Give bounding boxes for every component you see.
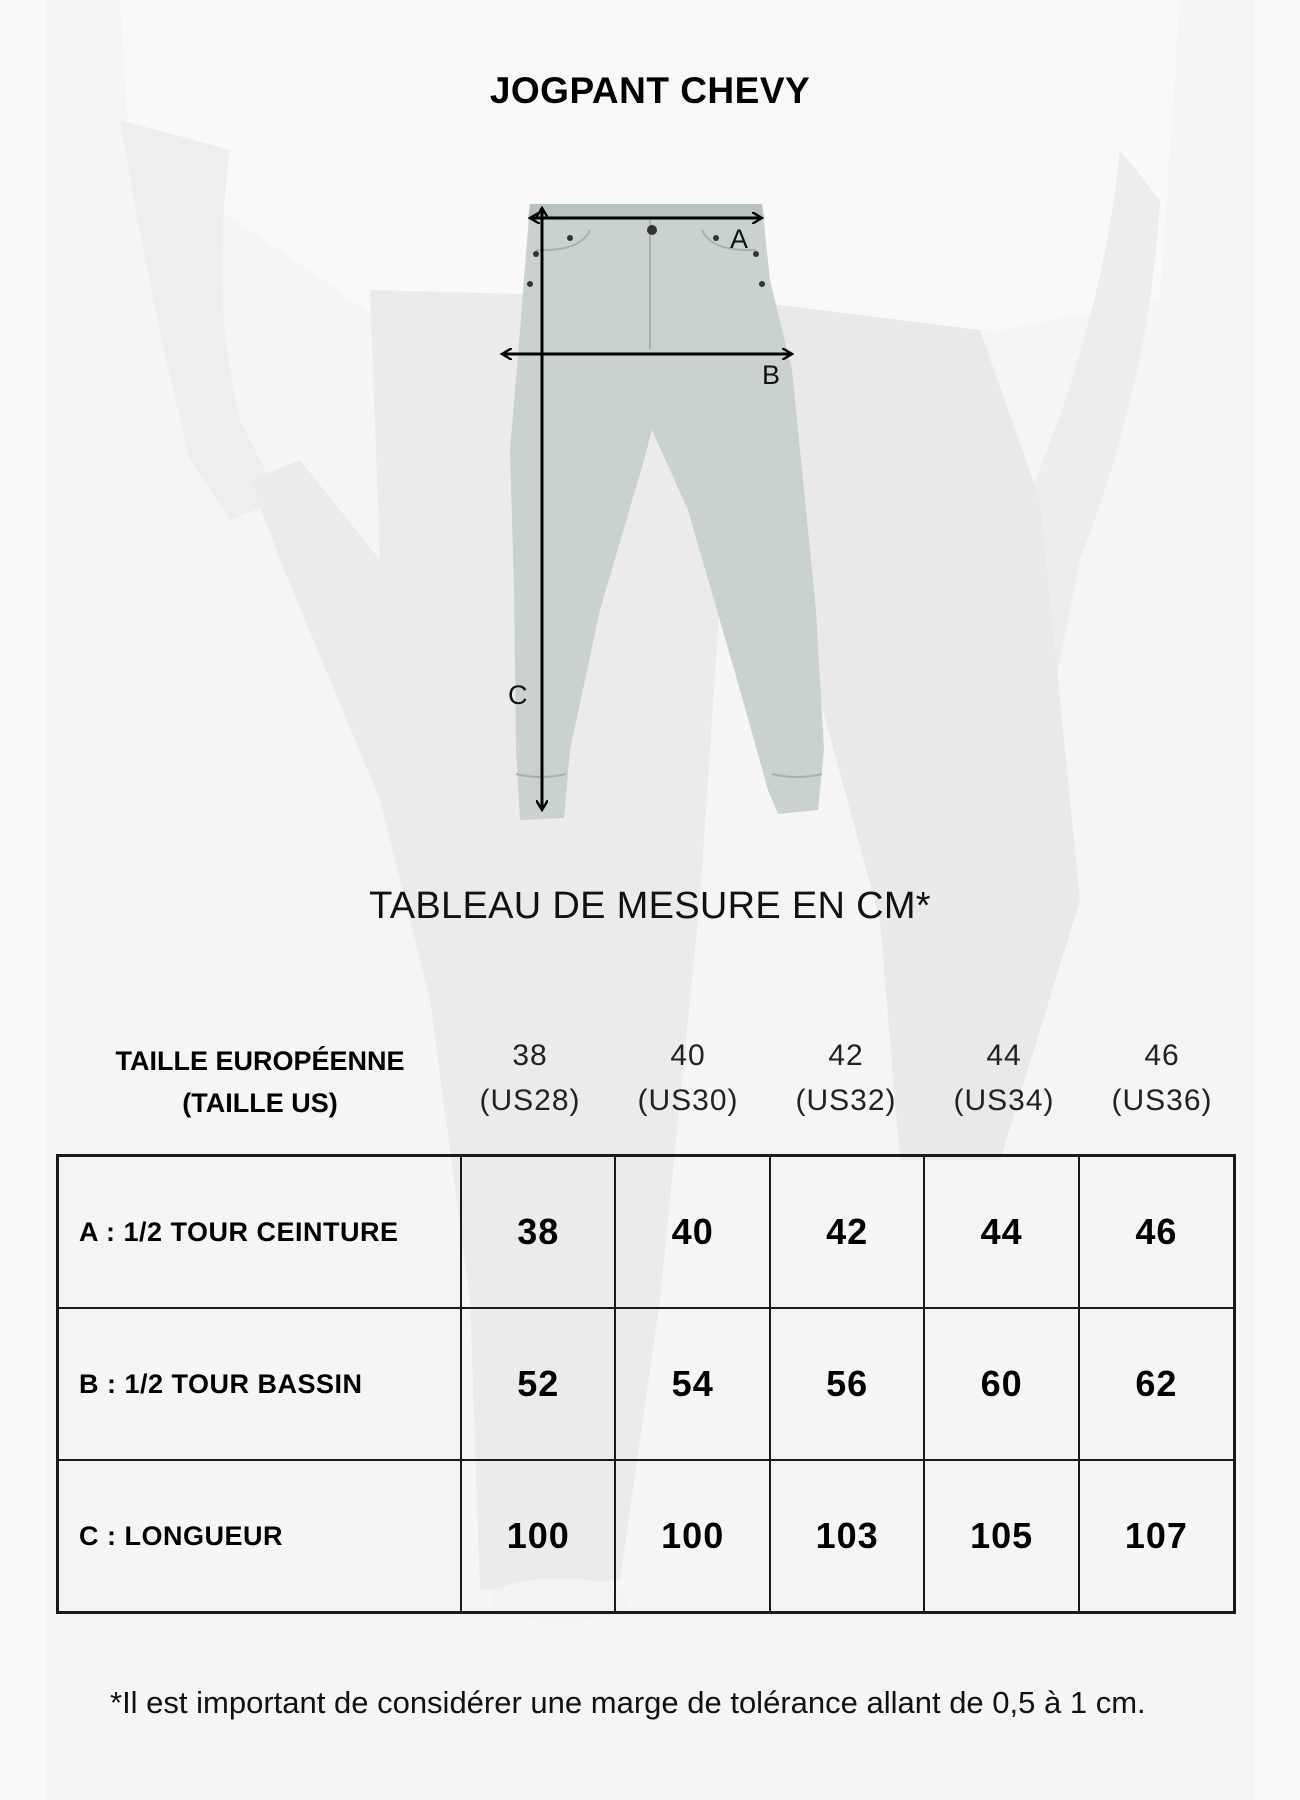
size-eu: 40	[670, 1039, 706, 1072]
product-title: JOGPANT CHEVY	[489, 70, 811, 111]
table-cell: 107	[1079, 1460, 1235, 1613]
label-c: C	[508, 680, 528, 710]
chart-subtitle: TABLEAU DE MESURE EN CM*	[369, 885, 931, 927]
size-us: (US28)	[479, 1084, 581, 1117]
table-cell: 56	[770, 1308, 924, 1460]
size-eu: 42	[828, 1039, 864, 1072]
size-header-label	[90, 1040, 430, 1124]
table-cell: 105	[924, 1460, 1078, 1613]
table-cell: 38	[461, 1156, 615, 1309]
table-cell: 40	[615, 1156, 769, 1309]
size-eu: 38	[512, 1039, 548, 1072]
table-cell: 100	[461, 1460, 615, 1613]
table-cell: 100	[615, 1460, 769, 1613]
label-b: B	[762, 360, 781, 390]
table-cell: 54	[615, 1308, 769, 1460]
row-label: B : 1/2 TOUR BASSIN	[58, 1308, 462, 1460]
table-cell: 60	[924, 1308, 1078, 1460]
table-cell: 46	[1079, 1156, 1235, 1309]
table-cell: 42	[770, 1156, 924, 1309]
row-label: C : LONGUEUR	[58, 1460, 462, 1613]
pants-shape	[510, 204, 824, 820]
size-us: (US30)	[637, 1084, 739, 1117]
size-us: (US32)	[795, 1084, 897, 1117]
size-us: (US36)	[1111, 1084, 1213, 1117]
row-label: A : 1/2 TOUR CEINTURE	[58, 1156, 462, 1309]
label-a: A	[730, 224, 749, 254]
tolerance-footnote: *Il est important de considérer une marge de tolérance allant de 0,5 à 1 cm.	[110, 1685, 1146, 1720]
size-eu: 44	[986, 1039, 1022, 1072]
table-row	[58, 1308, 1235, 1460]
size-header-line2: (TAILLE US)	[182, 1088, 338, 1118]
size-column-40	[618, 1033, 758, 1123]
table-row	[58, 1460, 1235, 1613]
table-cell: 44	[924, 1156, 1078, 1309]
table-row	[58, 1156, 1235, 1309]
size-us: (US34)	[953, 1084, 1055, 1117]
pants-diagram	[440, 190, 860, 830]
size-column-38	[460, 1033, 600, 1123]
size-column-42	[776, 1033, 916, 1123]
size-header-line1: TAILLE EUROPÉENNE	[115, 1046, 405, 1076]
size-eu: 46	[1144, 1039, 1180, 1072]
measurement-table	[56, 1154, 1236, 1614]
table-cell: 103	[770, 1460, 924, 1613]
size-column-44	[934, 1033, 1074, 1123]
table-cell: 52	[461, 1308, 615, 1460]
table-cell: 62	[1079, 1308, 1235, 1460]
size-column-46	[1092, 1033, 1232, 1123]
